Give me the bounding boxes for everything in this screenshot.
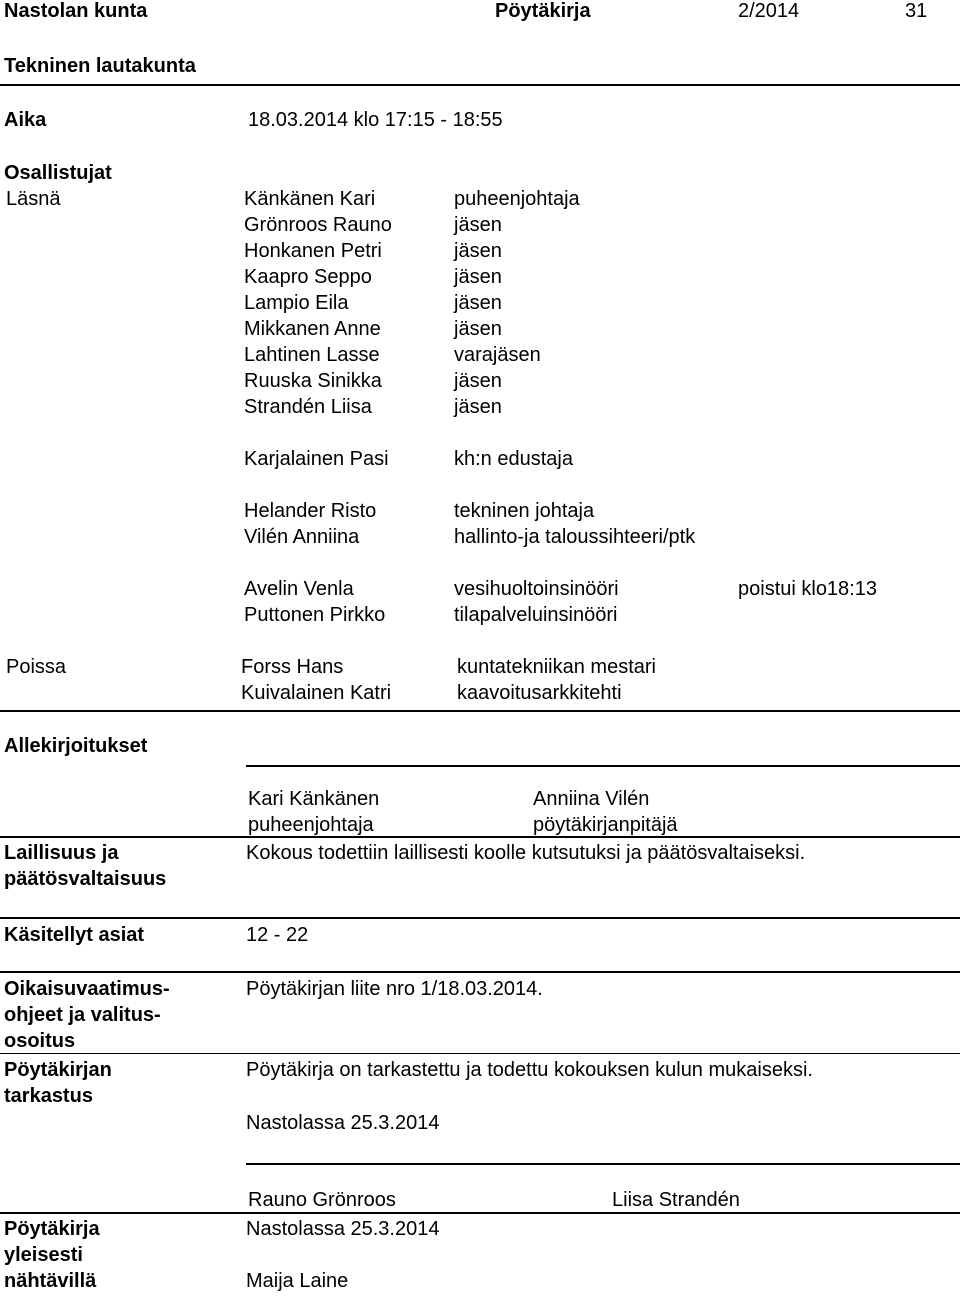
member-role: jäsen: [454, 370, 502, 392]
appeal-divider: [0, 971, 960, 973]
reviewer-name: Rauno Grönroos: [248, 1189, 396, 1211]
public-label: nähtävillä: [4, 1270, 97, 1292]
time-label: Aika: [4, 109, 47, 131]
items-divider: [0, 917, 960, 919]
participants-heading: Osallistujat: [4, 162, 112, 184]
absent-role: kaavoitusarkkitehti: [457, 682, 622, 704]
appeal-text: Pöytäkirjan liite nro 1/18.03.2014.: [246, 978, 543, 1000]
absent-role: kuntatekniikan mestari: [457, 656, 656, 678]
absent-name: Kuivalainen Katri: [241, 682, 392, 704]
member-role: jäsen: [454, 396, 502, 418]
expert-name: Avelin Venla: [244, 578, 354, 600]
expert-name: Puttonen Pirkko: [244, 604, 386, 626]
review-divider: [0, 1053, 960, 1054]
reviewer-name: Liisa Strandén: [612, 1189, 740, 1211]
time-value: 18.03.2014 klo 17:15 - 18:55: [248, 109, 503, 131]
expert-role: vesihuoltoinsinööri: [454, 578, 619, 600]
header-divider: [0, 84, 960, 86]
secretary-name: Anniina Vilén: [533, 788, 650, 810]
member-name: Lahtinen Lasse: [244, 344, 380, 366]
committee-name: Tekninen lautakunta: [4, 55, 196, 77]
member-name: Kaapro Seppo: [244, 266, 372, 288]
public-label: Pöytäkirja: [4, 1218, 100, 1240]
public-place-date: Nastolassa 25.3.2014: [246, 1218, 440, 1240]
page-number: 31: [905, 0, 928, 22]
chair-name: Kari Känkänen: [248, 788, 380, 810]
review-signature-line: [246, 1163, 960, 1165]
member-role: puheenjohtaja: [454, 188, 580, 210]
expert-note: poistui klo18:13: [738, 578, 877, 600]
appeal-label: Oikaisuvaatimus-: [4, 978, 170, 1000]
council-rep-role: kh:n edustaja: [454, 448, 573, 470]
member-role: jäsen: [454, 292, 502, 314]
absent-label: Poissa: [6, 656, 67, 678]
public-label: yleisesti: [4, 1244, 83, 1266]
legality-label: päätösvaltaisuus: [4, 868, 167, 890]
official-role: hallinto-ja taloussihteeri/ptk: [454, 526, 696, 548]
official-name: Vilén Anniina: [244, 526, 360, 548]
public-signer: Maija Laine: [246, 1270, 349, 1292]
items-value: 12 - 22: [246, 924, 309, 946]
member-role: jäsen: [454, 214, 502, 236]
signatures-heading: Allekirjoitukset: [4, 735, 148, 757]
official-role: tekninen johtaja: [454, 500, 595, 522]
appeal-label: osoitus: [4, 1030, 76, 1052]
member-role: jäsen: [454, 240, 502, 262]
document-type: Pöytäkirja: [495, 0, 591, 22]
review-text: Pöytäkirja on tarkastettu ja todettu kokouksen kulun mukaiseksi.: [246, 1059, 813, 1081]
member-name: Strandén Liisa: [244, 396, 372, 418]
signature-line: [246, 765, 960, 767]
review-label: tarkastus: [4, 1085, 93, 1107]
member-name: Honkanen Petri: [244, 240, 382, 262]
member-name: Mikkanen Anne: [244, 318, 381, 340]
member-role: jäsen: [454, 266, 502, 288]
member-role: jäsen: [454, 318, 502, 340]
secretary-title: pöytäkirjanpitäjä: [533, 814, 678, 836]
public-divider: [0, 1212, 960, 1214]
document-number: 2/2014: [738, 0, 800, 22]
member-name: Ruuska Sinikka: [244, 370, 382, 392]
present-label: Läsnä: [6, 188, 61, 210]
absent-name: Forss Hans: [241, 656, 344, 678]
legality-label: Laillisuus ja: [4, 842, 119, 864]
appeal-label: ohjeet ja valitus-: [4, 1004, 161, 1026]
municipality-name: Nastolan kunta: [4, 0, 148, 22]
review-label: Pöytäkirjan: [4, 1059, 112, 1081]
member-name: Lampio Eila: [244, 292, 349, 314]
official-name: Helander Risto: [244, 500, 377, 522]
legality-divider: [0, 836, 960, 838]
council-rep-name: Karjalainen Pasi: [244, 448, 389, 470]
legality-text: Kokous todettiin laillisesti koolle kutsutuksi ja päätösvaltaiseksi.: [246, 842, 806, 864]
expert-role: tilapalveluinsinööri: [454, 604, 618, 626]
items-label: Käsitellyt asiat: [4, 924, 145, 946]
review-place-date: Nastolassa 25.3.2014: [246, 1112, 440, 1134]
member-name: Känkänen Kari: [244, 188, 376, 210]
chair-title: puheenjohtaja: [248, 814, 374, 836]
member-name: Grönroos Rauno: [244, 214, 392, 236]
member-role: varajäsen: [454, 344, 541, 366]
participants-divider: [0, 710, 960, 712]
